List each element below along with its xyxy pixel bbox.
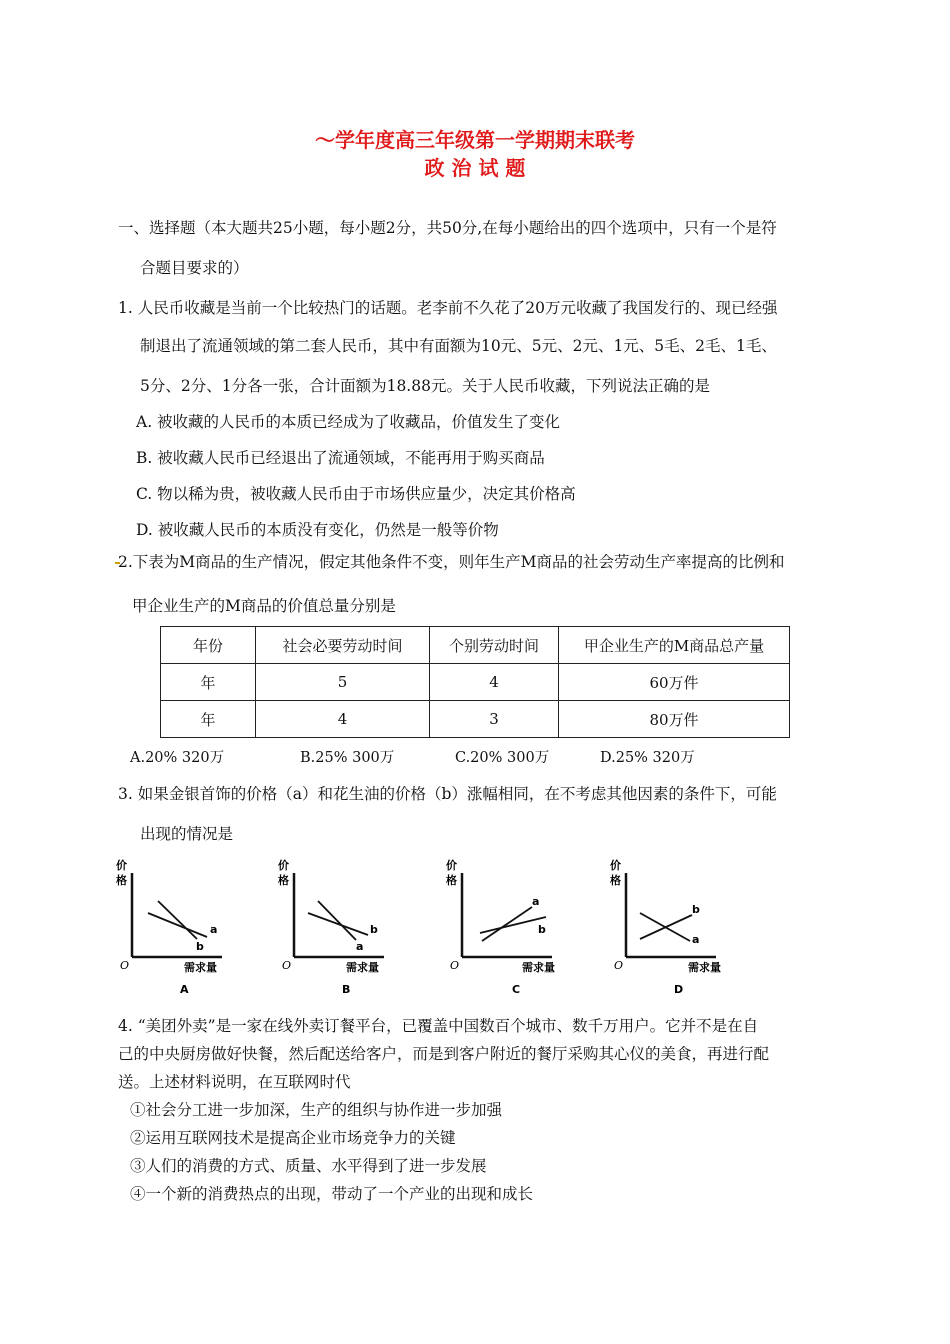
graph-option-label: A (180, 983, 189, 996)
table-cell: 5 (256, 664, 430, 701)
table-header: 甲企业生产的M商品总产量 (559, 627, 790, 664)
table-header: 社会必要劳动时间 (256, 627, 430, 664)
q1-stem-cont: 制退出了流通领域的第二套人民币，其中有面额为10元、5元、2元、1元、5毛、2毛、1毛、 (140, 337, 777, 355)
section-intro-cont: 合题目要求的） (140, 259, 249, 277)
q3-stem: 3. 如果金银首饰的价格（a）和花生油的价格（b）涨幅相同，在不考虑其他因素的条件下，可能 (118, 785, 777, 803)
table-cell: 80万件 (559, 701, 790, 738)
q1-option-d: D. 被收藏人民币的本质没有变化，仍然是一般等价物 (136, 521, 499, 539)
table-header: 年份 (161, 627, 256, 664)
graph-b (272, 853, 402, 998)
graph-ylabel: 价 (610, 859, 621, 872)
q4-stem: 4. “美团外卖”是一家在线外卖订餐平台，已覆盖中国数百个城市、数千万用户。它并不是在自 (118, 1017, 759, 1035)
graph-ylabel: 格 (116, 874, 127, 887)
q4-stem-cont: 己的中央厨房做好快餐，然后配送给客户，而是到客户附近的餐厅采购其心仪的美食，再进行配 (118, 1045, 770, 1063)
q2-stem: 2.下表为M商品的生产情况，假定其他条件不变，则年生产M商品的社会劳动生产率提高的比例和 (118, 553, 785, 571)
q4-item-3: ③人们的消费的方式、质量、水平得到了进一步发展 (130, 1157, 487, 1175)
graph-ylabel: 价 (278, 859, 289, 872)
q1-stem-cont: 5分、2分、1分各一张，合计面额为18.88元。关于人民币收藏，下列说法正确的是 (140, 377, 710, 395)
section-intro: 一、选择题（本大题共25小题，每小题2分，共50分,在每小题给出的四个选项中，只有一个是符 (118, 219, 777, 237)
line-label-a: a (210, 923, 218, 936)
page-title: ～学年度高三年级第一学期期末联考 (315, 128, 635, 152)
table-row (161, 664, 790, 701)
table-cell: 年 (161, 701, 256, 738)
graph-ylabel: 格 (610, 874, 621, 887)
line-label-a: a (356, 940, 364, 953)
graph-xlabel: 需求量 (184, 961, 217, 974)
graph-xlabel: 需求量 (522, 961, 555, 974)
production-table (160, 626, 790, 738)
q4-stem-cont: 送。上述材料说明，在互联网时代 (118, 1073, 351, 1091)
table-cell: 4 (430, 664, 559, 701)
graph-option-label: C (512, 983, 521, 996)
q4-item-1: ①社会分工进一步加深，生产的组织与协作进一步加强 (130, 1101, 503, 1119)
table-cell: 3 (430, 701, 559, 738)
graph-ylabel: 价 (116, 859, 127, 872)
graph-d (602, 853, 732, 998)
line-label-b: b (370, 923, 378, 936)
line-label-b: b (692, 903, 700, 916)
line-label-a: a (532, 895, 540, 908)
line-label-a: a (692, 933, 700, 946)
q2-option-c: C.20% 300万 (455, 750, 550, 766)
graph-origin: O (450, 959, 460, 972)
q2-option-b: B.25% 300万 (300, 750, 395, 766)
graph-ylabel: 格 (278, 874, 289, 887)
q2-option-a: A.20% 320万 (130, 750, 225, 766)
q1-option-a: A. 被收藏的人民币的本质已经成为了收藏品，价值发生了变化 (136, 413, 561, 431)
table-cell: 年 (161, 664, 256, 701)
q4-item-4: ④一个新的消费热点的出现，带动了一个产业的出现和成长 (130, 1185, 534, 1203)
q4-item-2: ②运用互联网技术是提高企业市场竞争力的关键 (130, 1129, 456, 1147)
q2-stem-cont: 甲企业生产的M商品的价值总量分别是 (132, 597, 396, 615)
table-cell: 4 (256, 701, 430, 738)
table-cell: 60万件 (559, 664, 790, 701)
graph-xlabel: 需求量 (688, 961, 721, 974)
q2-option-d: D.25% 320万 (600, 750, 695, 766)
q1-stem: 1. 人民币收藏是当前一个比较热门的话题。老李前不久花了20万元收藏了我国发行的、现已经强 (118, 299, 778, 317)
graph-origin: O (614, 959, 624, 972)
graph-origin: O (120, 959, 130, 972)
graph-a (112, 853, 242, 998)
q1-option-c: C. 物以稀为贵，被收藏人民币由于市场供应量少，决定其价格高 (136, 485, 576, 503)
page-subtitle: 政 治 试 题 (424, 156, 526, 180)
graph-option-label: B (342, 983, 351, 996)
table-row (161, 701, 790, 738)
graph-ylabel: 格 (446, 874, 457, 887)
table-header: 个别劳动时间 (430, 627, 559, 664)
line-label-b: b (196, 940, 204, 953)
graph-c (440, 853, 570, 998)
line-label-b: b (538, 923, 546, 936)
graph-ylabel: 价 (446, 859, 457, 872)
graph-xlabel: 需求量 (346, 961, 379, 974)
q3-stem-cont: 出现的情况是 (140, 825, 234, 843)
table-header-row (161, 627, 790, 664)
graph-option-label: D (674, 983, 684, 996)
graph-origin: O (282, 959, 292, 972)
q1-option-b: B. 被收藏人民币已经退出了流通领域，不能再用于购买商品 (136, 449, 545, 467)
